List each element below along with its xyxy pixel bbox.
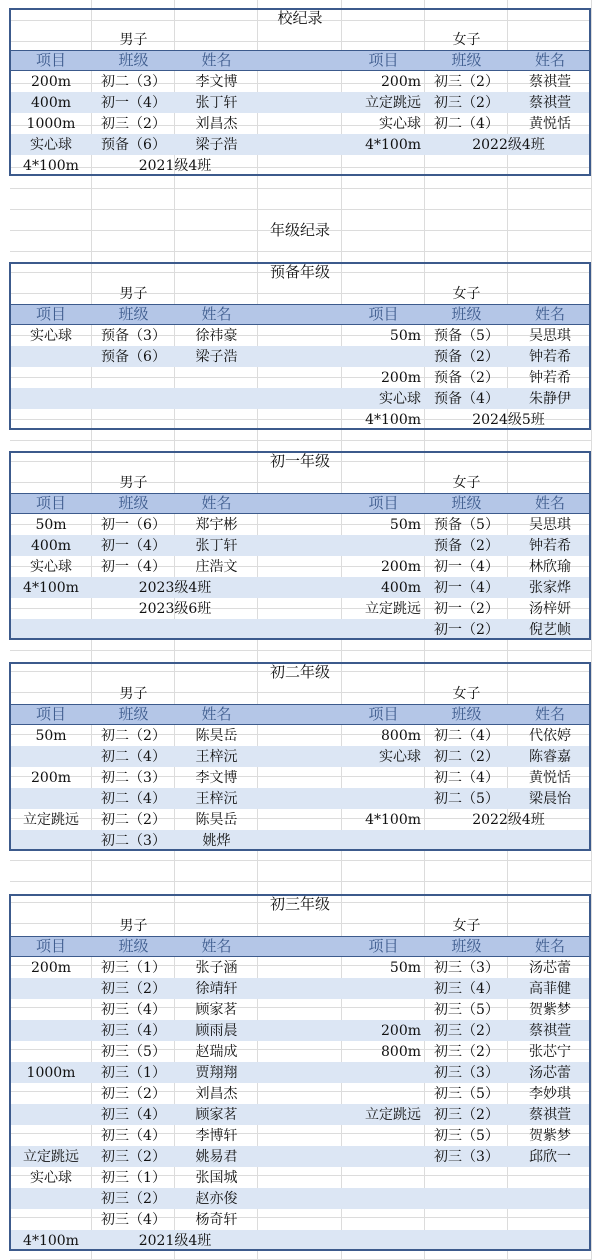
boys-class: 初三（5） <box>101 1043 166 1060</box>
girls-event: 立定跳远 <box>365 1106 421 1123</box>
girls-name: 黄悦恬 <box>529 769 571 786</box>
boys-class: 初二（4） <box>101 790 166 807</box>
grid-cell <box>425 168 508 189</box>
grid-cell <box>175 420 258 441</box>
girls-name: 汤梓妍 <box>529 600 571 617</box>
boys-header-2: 姓名 <box>201 305 232 323</box>
girls-header-2: 姓名 <box>534 51 565 69</box>
boys-class: 初二（3） <box>101 832 166 849</box>
girls-label: 女子 <box>452 917 481 934</box>
girls-header-2: 姓名 <box>534 305 565 323</box>
boys-header-2: 姓名 <box>201 51 232 69</box>
girls-name: 李妙琪 <box>529 1085 571 1102</box>
girls-event: 4*100m <box>365 136 421 153</box>
grid-cell <box>175 189 258 210</box>
boys-name: 顾家茗 <box>195 1001 238 1018</box>
girls-header-2: 姓名 <box>534 937 565 955</box>
grid-cell <box>425 189 508 210</box>
girls-header-2: 姓名 <box>534 705 565 723</box>
boys-name: 贾翔翔 <box>195 1064 238 1081</box>
girls-event: 实心球 <box>379 115 421 132</box>
girls-class: 初一（4） <box>434 579 499 596</box>
boys-label: 男子 <box>119 474 148 491</box>
grid-cell <box>92 189 175 210</box>
boys-name: 李博轩 <box>195 1127 238 1144</box>
girls-event: 200m <box>381 73 421 90</box>
boys-name: 梁子浩 <box>195 136 238 153</box>
grid-cell <box>258 420 342 441</box>
girls-class: 初三（3） <box>434 1064 499 1081</box>
girls-event: 4*100m <box>365 811 421 828</box>
boys-class: 预备（6） <box>101 136 166 153</box>
girls-name: 黄悦恬 <box>529 115 571 132</box>
boys-name: 刘昌杰 <box>195 1085 238 1102</box>
grade-record-title: 年级纪录 <box>269 221 330 239</box>
girls-name: 朱静伊 <box>529 390 571 407</box>
girls-name: 吴思琪 <box>529 327 571 344</box>
grid-cell <box>10 861 92 882</box>
boys-header-1: 班级 <box>118 494 149 512</box>
boys-name: 徐祎豪 <box>195 327 238 344</box>
boys-class: 初二（2） <box>101 727 166 744</box>
boys-event: 4*100m <box>23 579 79 596</box>
girls-class: 预备（2） <box>434 537 499 554</box>
girls-name: 汤芯蕾 <box>529 1064 571 1081</box>
boys-header-2: 姓名 <box>201 705 232 723</box>
girls-name: 陈睿嘉 <box>529 748 571 765</box>
section-title: 预备年级 <box>269 263 330 281</box>
girls-class: 预备（2） <box>434 348 499 365</box>
girls-header-0: 项目 <box>368 705 399 723</box>
girls-event: 4*100m <box>365 411 421 428</box>
boys-class: 初三（2） <box>101 1085 166 1102</box>
grid-cell <box>92 861 175 882</box>
boys-event: 50m <box>35 516 67 533</box>
girls-name: 贺紫梦 <box>529 1001 571 1018</box>
grid-cell <box>10 189 92 210</box>
grid-cell <box>258 189 342 210</box>
girls-team-class: 2022级4班 <box>472 136 545 153</box>
girls-event: 200m <box>381 1022 421 1039</box>
boys-event: 4*100m <box>23 157 79 174</box>
girls-header-1: 班级 <box>451 305 482 323</box>
boys-class: 初三（4） <box>101 1127 166 1144</box>
boys-class: 初二（3） <box>101 769 166 786</box>
boys-name: 赵瑞成 <box>195 1043 238 1060</box>
boys-event: 400m <box>31 537 71 554</box>
girls-name: 林欣瑜 <box>529 558 571 575</box>
boys-class: 初三（4） <box>101 1022 166 1039</box>
grid-cell <box>258 861 342 882</box>
boys-name: 李文博 <box>195 769 238 786</box>
boys-header-1: 班级 <box>118 937 149 955</box>
boys-team-class: 2023级4班 <box>138 579 212 596</box>
boys-header-0: 项目 <box>35 494 66 512</box>
boys-event: 1000m <box>26 115 76 132</box>
girls-name: 贺紫梦 <box>529 1127 571 1144</box>
section-title: 初一年级 <box>269 452 330 470</box>
boys-class: 初三（2） <box>101 1190 166 1207</box>
boys-event: 实心球 <box>30 136 72 153</box>
boys-team-class: 2021级4班 <box>138 1232 212 1249</box>
boys-header-0: 项目 <box>35 937 66 955</box>
girls-name: 钟若希 <box>529 369 571 386</box>
girls-event: 50m <box>389 327 421 344</box>
girls-class: 预备（5） <box>434 516 499 533</box>
grid-cell <box>508 168 592 189</box>
boys-event: 实心球 <box>30 558 72 575</box>
boys-event: 200m <box>31 769 71 786</box>
section-title: 校纪录 <box>277 9 323 27</box>
boys-label: 男子 <box>119 31 148 48</box>
boys-event: 200m <box>31 959 71 976</box>
girls-name: 张芯宁 <box>529 1043 571 1060</box>
boys-team-class: 2023级6班 <box>138 600 212 617</box>
boys-name: 赵亦俊 <box>195 1190 238 1207</box>
boys-class: 初一（4） <box>101 558 166 575</box>
boys-label: 男子 <box>119 917 148 934</box>
girls-name: 吴思琪 <box>529 516 571 533</box>
boys-class: 初一（4） <box>101 537 166 554</box>
boys-header-0: 项目 <box>35 51 66 69</box>
boys-name: 王梓沅 <box>195 790 238 807</box>
boys-header-0: 项目 <box>35 705 66 723</box>
boys-name: 王梓沅 <box>195 748 238 765</box>
girls-header-1: 班级 <box>451 705 482 723</box>
girls-event: 400m <box>381 579 421 596</box>
boys-header-1: 班级 <box>118 51 149 69</box>
boys-name: 张丁轩 <box>195 94 238 111</box>
girls-name: 蔡祺萱 <box>529 1106 571 1123</box>
grid-cell <box>92 420 175 441</box>
girls-name: 蔡祺萱 <box>529 73 571 90</box>
grid-cell <box>425 861 508 882</box>
girls-header-1: 班级 <box>451 937 482 955</box>
boys-event: 实心球 <box>30 327 72 344</box>
boys-class: 初二（3） <box>101 73 166 90</box>
girls-team-class: 2024级5班 <box>472 411 545 428</box>
girls-name: 代依婷 <box>529 727 571 744</box>
boys-header-1: 班级 <box>118 705 149 723</box>
girls-event: 50m <box>389 516 421 533</box>
boys-event: 50m <box>35 727 67 744</box>
girls-class: 初三（5） <box>434 1001 499 1018</box>
girls-name: 邱欣一 <box>529 1148 571 1165</box>
girls-class: 预备（2） <box>434 369 499 386</box>
boys-name: 郑宇彬 <box>195 516 238 533</box>
boys-class: 初三（4） <box>101 1106 166 1123</box>
girls-name: 高菲健 <box>529 980 571 997</box>
boys-class: 初三（4） <box>101 1211 166 1228</box>
boys-name: 陈昊岳 <box>195 727 238 744</box>
grid-cell <box>342 168 425 189</box>
girls-header-0: 项目 <box>368 51 399 69</box>
boys-team-class: 2021级4班 <box>138 157 212 174</box>
girls-class: 初三（5） <box>434 1085 499 1102</box>
girls-name: 钟若希 <box>529 348 571 365</box>
girls-class: 初三（2） <box>434 1106 499 1123</box>
girls-event: 实心球 <box>379 390 421 407</box>
girls-name: 钟若希 <box>529 537 571 554</box>
girls-class: 初二（4） <box>434 115 499 132</box>
boys-name: 张国城 <box>195 1169 238 1186</box>
girls-label: 女子 <box>452 685 481 702</box>
girls-event: 200m <box>381 369 421 386</box>
girls-event: 800m <box>381 1043 421 1060</box>
girls-header-1: 班级 <box>451 51 482 69</box>
girls-header-0: 项目 <box>368 937 399 955</box>
grid-cell <box>258 168 342 189</box>
girls-event: 200m <box>381 558 421 575</box>
boys-name: 顾雨晨 <box>195 1022 238 1039</box>
girls-header-0: 项目 <box>368 305 399 323</box>
section-title: 初二年级 <box>269 663 330 681</box>
section-title: 初三年级 <box>269 895 330 913</box>
boys-class: 初二（2） <box>101 811 166 828</box>
boys-class: 初三（2） <box>101 1148 166 1165</box>
boys-event: 实心球 <box>30 1169 72 1186</box>
girls-name: 张家烨 <box>529 579 571 596</box>
grid-cell <box>508 861 592 882</box>
boys-label: 男子 <box>119 285 148 302</box>
girls-class: 初一（2） <box>434 600 499 617</box>
boys-header-2: 姓名 <box>201 494 232 512</box>
girls-class: 初二（4） <box>434 769 499 786</box>
girls-label: 女子 <box>452 474 481 491</box>
boys-class: 初三（1） <box>101 959 166 976</box>
girls-header-0: 项目 <box>368 494 399 512</box>
boys-class: 初三（1） <box>101 1169 166 1186</box>
boys-name: 张子涵 <box>195 959 238 976</box>
boys-name: 杨奇轩 <box>195 1211 238 1228</box>
girls-event: 立定跳远 <box>365 94 421 111</box>
girls-class: 初二（4） <box>434 727 499 744</box>
boys-class: 初三（1） <box>101 1064 166 1081</box>
girls-class: 初三（2） <box>434 73 499 90</box>
girls-class: 初一（4） <box>434 558 499 575</box>
girls-event: 立定跳远 <box>365 600 421 617</box>
grid-cell <box>342 189 425 210</box>
girls-label: 女子 <box>452 285 481 302</box>
boys-event: 200m <box>31 73 71 90</box>
boys-event: 1000m <box>26 1064 76 1081</box>
girls-class: 预备（5） <box>434 327 499 344</box>
girls-name: 倪艺帧 <box>529 621 571 638</box>
boys-name: 梁子浩 <box>195 348 238 365</box>
boys-event: 立定跳远 <box>23 1148 79 1165</box>
girls-class: 预备（4） <box>434 390 499 407</box>
boys-class: 初二（4） <box>101 748 166 765</box>
boys-class: 初一（6） <box>101 516 166 533</box>
girls-header-2: 姓名 <box>534 494 565 512</box>
girls-class: 初三（4） <box>434 980 499 997</box>
girls-team-class: 2022级4班 <box>472 811 545 828</box>
girls-class: 初二（2） <box>434 748 499 765</box>
boys-name: 徐靖轩 <box>195 980 238 997</box>
girls-label: 女子 <box>452 31 481 48</box>
girls-class: 初三（3） <box>434 1148 499 1165</box>
girls-header-1: 班级 <box>451 494 482 512</box>
boys-header-1: 班级 <box>118 305 149 323</box>
girls-name: 蔡祺萱 <box>529 1022 571 1039</box>
girls-name: 梁晨怡 <box>529 790 571 807</box>
girls-class: 初三（2） <box>434 1022 499 1039</box>
boys-name: 姚易君 <box>195 1148 238 1165</box>
boys-name: 顾家茗 <box>195 1106 238 1123</box>
girls-class: 初三（5） <box>434 1127 499 1144</box>
grid-cell <box>342 861 425 882</box>
grid-cell <box>508 189 592 210</box>
boys-event: 立定跳远 <box>23 811 79 828</box>
girls-event: 800m <box>381 727 421 744</box>
boys-class: 初一（4） <box>101 94 166 111</box>
girls-name: 汤芯蕾 <box>529 959 571 976</box>
girls-event: 实心球 <box>379 748 421 765</box>
girls-name: 蔡祺萱 <box>529 94 571 111</box>
boys-event: 4*100m <box>23 1232 79 1249</box>
grid-cell <box>175 861 258 882</box>
boys-class: 预备（6） <box>101 348 166 365</box>
girls-class: 初三（2） <box>434 1043 499 1060</box>
boys-header-2: 姓名 <box>201 937 232 955</box>
boys-class: 初三（4） <box>101 1001 166 1018</box>
boys-name: 陈昊岳 <box>195 811 238 828</box>
boys-label: 男子 <box>119 685 148 702</box>
boys-event: 400m <box>31 94 71 111</box>
boys-name: 姚烨 <box>202 832 231 849</box>
girls-class: 初三（3） <box>434 959 499 976</box>
boys-name: 张丁轩 <box>195 537 238 554</box>
boys-name: 李文博 <box>195 73 238 90</box>
girls-class: 初三（2） <box>434 94 499 111</box>
girls-class: 初二（5） <box>434 790 499 807</box>
boys-class: 预备（3） <box>101 327 166 344</box>
boys-class: 初三（2） <box>101 115 166 132</box>
boys-class: 初三（2） <box>101 980 166 997</box>
girls-class: 初一（2） <box>434 621 499 638</box>
boys-name: 庄浩文 <box>195 558 238 575</box>
girls-event: 50m <box>389 959 421 976</box>
boys-name: 刘昌杰 <box>195 115 238 132</box>
boys-header-0: 项目 <box>35 305 66 323</box>
grid-cell <box>10 420 92 441</box>
